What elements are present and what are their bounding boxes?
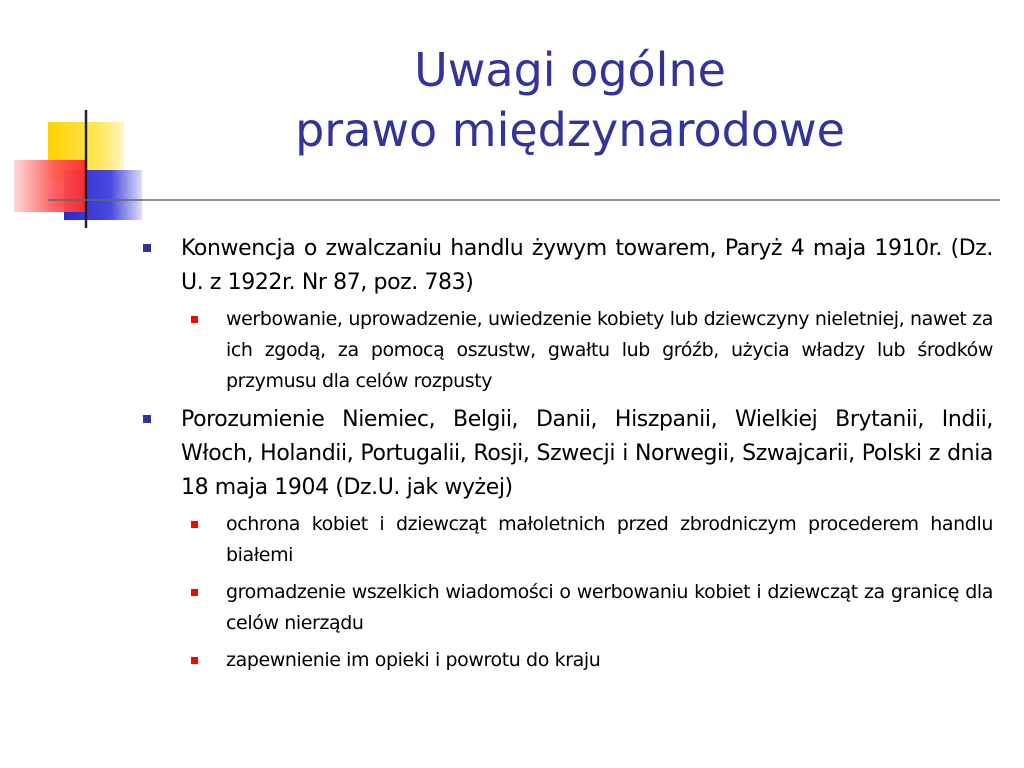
square-bullet-icon <box>191 657 198 664</box>
sub-bullet-text: werbowanie, uprowadzenie, uwiedzenie kobiety lub dziewczyny nieletniej, nawet za ich zgodą, za pomocą oszustw, gwałtu lub gróźb, użycia władzy lub środków przymusu dla celów rozpusty <box>226 308 993 392</box>
sub-bullet-item <box>191 577 993 639</box>
title-line-2: prawo międzynarodowe <box>295 103 845 157</box>
sub-bullet-item <box>191 509 993 571</box>
sub-bullet-text: zapewnienie im opieki i powrotu do kraju <box>226 649 601 671</box>
sub-bullet-text: ochrona kobiet i dziewcząt małoletnich przed zbrodniczym procederem handlu białemi <box>226 513 993 566</box>
bullet-text: Konwencja o zwalczaniu handlu żywym towarem, Paryż 4 maja 1910r. (Dz. U. z 1922r. Nr 87, poz. 783) <box>181 236 993 295</box>
sub-bullet-item <box>191 645 993 676</box>
deco-red-square <box>14 160 86 212</box>
sub-bullet-item <box>191 304 993 397</box>
sub-bullet-text: gromadzenie wszelkich wiadomości o werbowaniu kobiet i dziewcząt za granicę dla celów nierządu <box>226 581 993 634</box>
title-line-1: Uwagi ogólne <box>414 43 726 97</box>
bullet-item <box>143 232 993 300</box>
square-bullet-icon <box>143 415 151 423</box>
square-bullet-icon <box>191 316 198 323</box>
square-bullet-icon <box>191 589 198 596</box>
slide-title <box>150 40 990 160</box>
bullet-text: Porozumienie Niemiec, Belgii, Danii, Hiszpanii, Wielkiej Brytanii, Indii, Włoch, Holandii, Portugalii, Rosji, Szwecji i Norwegii, Szwajcarii, Polski z dnia 18 maja 1904 (Dz.U. jak wyżej) <box>181 407 993 500</box>
square-bullet-icon <box>191 521 198 528</box>
bullet-item <box>143 403 993 505</box>
slide-body <box>143 232 993 682</box>
square-bullet-icon <box>143 244 151 252</box>
